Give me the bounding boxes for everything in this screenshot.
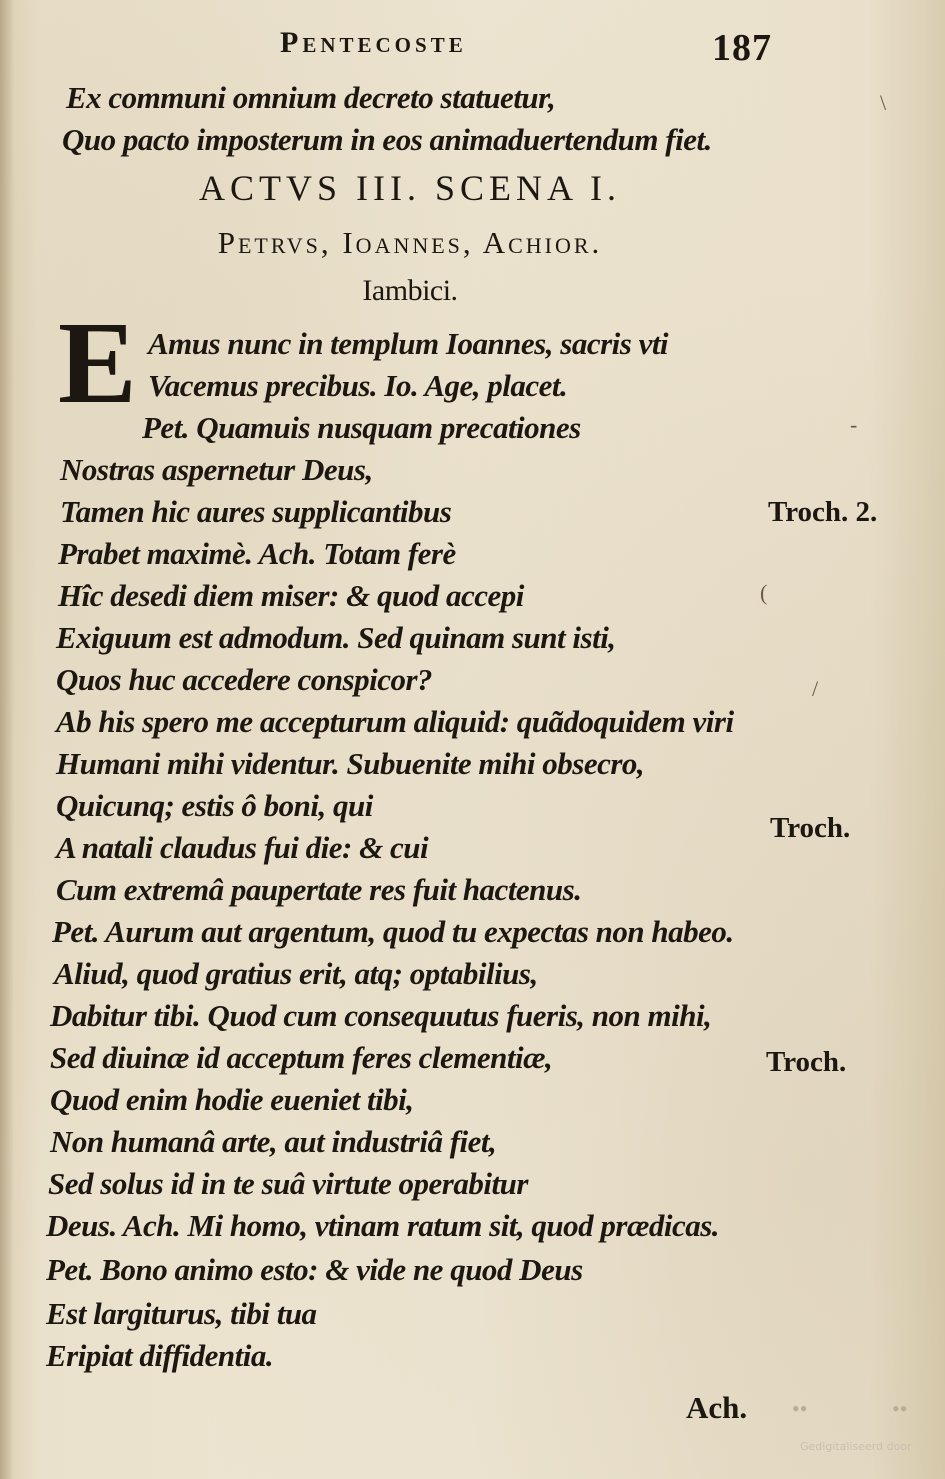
page-number: 187 (712, 27, 772, 69)
paper-blemish: •• (792, 1396, 808, 1421)
verse-line: Quos huc accedere conspicor? (56, 662, 433, 697)
verse-line: Est largiturus, tibi tua (46, 1296, 317, 1331)
preamble-line: Quo pacto imposterum in eos animaduertendum fiet. (62, 122, 712, 157)
drop-capital: E (58, 297, 137, 428)
verse-line: Non humanâ arte, aut industriâ fiet, (50, 1124, 497, 1159)
paper-blemish: •• (892, 1396, 908, 1421)
meter-label: Iambici. (362, 274, 458, 307)
verse-line: Vacemus precibus. Io. Age, placet. (148, 368, 568, 403)
verse-line: Sed solus id in te suâ virtute operabitur (48, 1166, 528, 1201)
margin-note-trochaic: Troch. (766, 1046, 847, 1078)
digitization-watermark: Gedigitaliseerd door (800, 1440, 912, 1453)
verse-line: Amus nunc in templum Ioannes, sacris vti (148, 326, 669, 361)
page-gutter-shadow (0, 0, 14, 1479)
verse-line: Aliud, quod gratius erit, atq; optabilius, (54, 956, 538, 991)
cast-list: Petrvs, Ioannes, Achior. (217, 225, 603, 260)
paper-blemish: / (812, 676, 819, 701)
verse-line: A natali claudus fui die: & cui (56, 830, 429, 865)
verse-line: Prabet maximè. Ach. Totam ferè (58, 536, 456, 571)
verse-line: Pet. Quamuis nusquam precationes (142, 410, 581, 445)
verse-line: Sed diuinæ id acceptum feres clementiæ, (50, 1040, 553, 1075)
act-scene-heading: ACTVS III. SCENA I. (198, 168, 621, 208)
verse-line: Dabitur tibi. Quod cum consequutus fueris, non mihi, (50, 998, 712, 1033)
verse-line: Exiguum est admodum. Sed quinam sunt isti, (56, 620, 616, 655)
verse-line: Pet. Bono animo esto: & vide ne quod Deus (46, 1252, 583, 1287)
verse-line: Cum extremâ paupertate res fuit hactenus. (56, 872, 582, 907)
margin-note-trochaic: Troch. 2. (768, 496, 878, 528)
preamble-line: Ex communi omnium decreto statuetur, (66, 80, 556, 115)
verse-line: Quicunq; estis ô boni, qui (56, 788, 373, 823)
verse-line: Pet. Aurum aut argentum, quod tu expectas non habeo. (52, 914, 734, 949)
paper-blemish: \ (880, 90, 887, 115)
verse-line: Nostras aspernetur Deus, (60, 452, 373, 487)
verse-line: Ab his spero me accepturum aliquid: quãdoquidem viri (56, 704, 734, 739)
margin-note-trochaic: Troch. (770, 812, 851, 844)
catchword: Ach. (686, 1390, 748, 1425)
verse-line: Quod enim hodie eueniet tibi, (50, 1082, 414, 1117)
verse-line: Tamen hic aures supplicantibus (60, 494, 452, 529)
verse-line: Eripiat diffidentia. (46, 1338, 274, 1373)
paper-blemish: - (850, 412, 858, 437)
paper-blemish: ( (760, 580, 768, 605)
running-head: Pentecoste (280, 26, 467, 59)
verse-line: Hîc desedi diem miser: & quod accepi (58, 578, 524, 613)
verse-line: Deus. Ach. Mi homo, vtinam ratum sit, quod prædicas. (46, 1208, 720, 1243)
verse-line: Humani mihi videntur. Subuenite mihi obsecro, (56, 746, 645, 781)
